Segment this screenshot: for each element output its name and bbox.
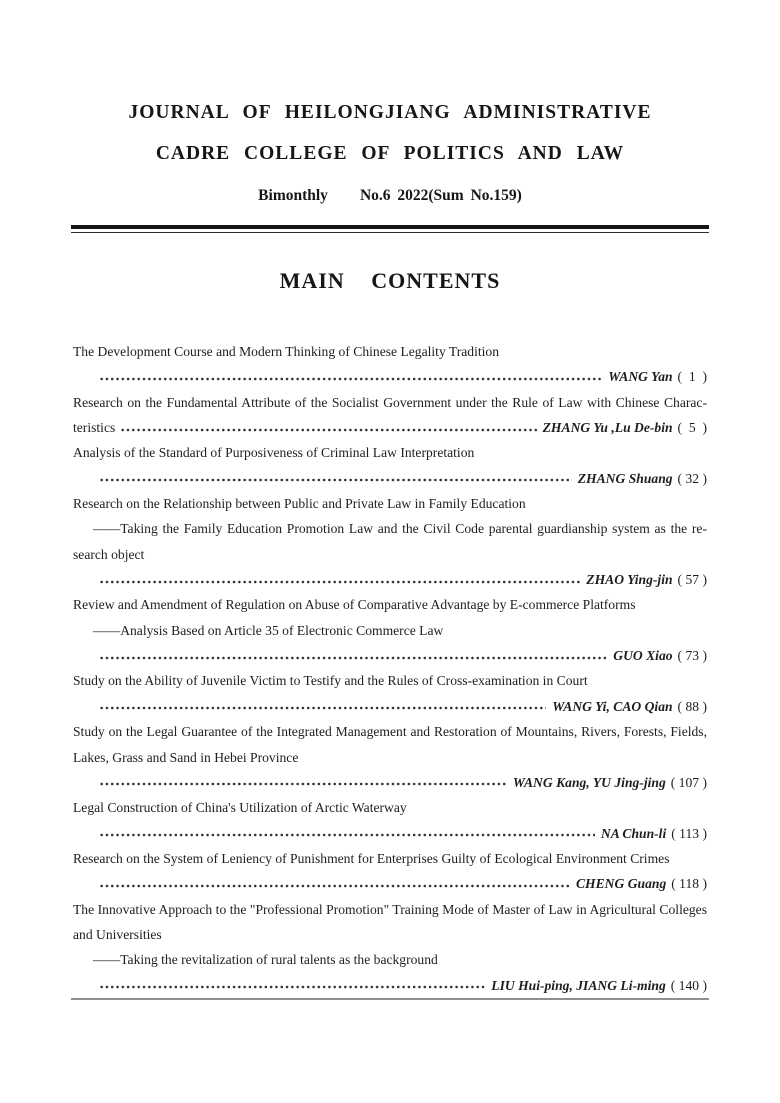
issue-frequency: Bimonthly [258,187,328,204]
dot-leader [99,973,485,998]
leader-indent [73,364,99,389]
entry-page-number: ( 73 ) [677,648,707,664]
entry-leader-row [73,415,707,440]
entry-page-number: ( 140 ) [670,977,707,993]
leader-indent [73,871,99,896]
entry-authors: WANG Yan [608,369,673,385]
entry-authors: WANG Yi, CAO Qian [552,698,673,714]
toc-entry [73,897,707,998]
entry-authors: ZHAO Ying-jin [586,572,673,588]
entry-title-line: Review and Amendment of Regulation on Abuse of Comparative Advantage by E-commerce Platforms [73,597,636,613]
journal-title-line1: JOURNAL OF HEILONGJIANG ADMINISTRATIVE [128,102,652,123]
entry-title-line: Legal Construction of China's Utilization of Arctic Waterway [73,800,407,816]
dot-leader [99,821,595,846]
entry-authors: ZHANG Shuang [577,470,673,486]
toc-entry [73,795,707,846]
toc-entry [73,592,707,668]
entry-page-number: ( 88 ) [677,698,707,714]
entry-title-line: Study on the Ability of Juvenile Victim to Testify and the Rules of Cross-examination in Court [73,673,588,689]
entry-authors: NA Chun-li [600,825,667,841]
entry-page-number: ( 113 ) [671,825,707,841]
entry-authors: ZHANG Yu ,Lu De-bin [542,420,673,436]
toc-entry [73,846,707,897]
entry-title-continuation: teristics [73,420,116,436]
entry-title-line: Lakes, Grass and Sand in Hebei Province [73,749,299,765]
entry-subtitle-line: ——Taking the Family Education Promotion Law and the Civil Code parental guardianship system as the re- [93,521,707,537]
leader-indent [73,643,99,668]
toc-entry [73,491,707,592]
entry-title-line: Research on the Relationship between Public and Private Law in Family Education [73,496,526,512]
entry-leader-row [73,973,707,998]
entry-leader-row [73,770,707,795]
entry-title-line: Analysis of the Standard of Purposiveness of Criminal Law Interpretation [73,445,475,461]
toc-entry [73,440,707,491]
entry-page-number: ( 57 ) [677,572,707,588]
entry-leader-row [73,694,707,719]
entry-authors: LIU Hui-ping, JIANG Li-ming [491,977,666,993]
toc-list [73,339,707,998]
toc-entry [73,390,707,441]
leader-indent [73,694,99,719]
entry-page-number: ( 32 ) [677,470,707,486]
double-rule-thick [71,225,709,229]
entry-leader-row [73,871,707,896]
leader-indent [73,567,99,592]
dot-leader [99,770,507,795]
double-rule [71,225,709,233]
entry-title-line: Research on the Fundamental Attribute of the Socialist Government under the Rule of Law with Chinese Charac- [73,394,707,410]
entry-page-number: ( 1 ) [677,369,707,385]
entry-page-number: ( 5 ) [677,420,707,436]
issue-line [0,187,780,205]
entry-authors: CHENG Guang [575,876,667,892]
bottom-rule [71,998,709,1000]
leader-indent [73,466,99,491]
double-rule-thin [71,232,709,234]
entry-authors: GUO Xiao [613,648,673,664]
entry-subtitle-line: ——Analysis Based on Article 35 of Electronic Commerce Law [93,622,444,638]
entry-title-line: Study on the Legal Guarantee of the Integrated Management and Restoration of Mountains, Rivers, Forests, Fields, [73,724,707,740]
journal-header [0,92,780,174]
entry-title-line: and Universities [73,926,162,942]
toc-entry [73,339,707,390]
dot-leader [99,643,607,668]
leader-indent [73,821,99,846]
toc-entry [73,668,707,719]
entry-leader-row [73,821,707,846]
dot-leader [99,871,570,896]
contents-heading: MAIN CONTENTS [279,268,501,293]
entry-leader-row [73,567,707,592]
entry-title-line: The Innovative Approach to the "Professional Promotion" Training Mode of Master of Law in Agricultural Colleges [73,901,707,917]
entry-page-number: ( 118 ) [671,876,707,892]
dot-leader [99,364,602,389]
issue-number: No.6 2022(Sum No.159) [359,187,522,204]
entry-page-number: ( 107 ) [670,774,707,790]
dot-leader [120,415,536,440]
leader-indent [73,973,99,998]
entry-title-line: Research on the System of Leniency of Punishment for Enterprises Guilty of Ecological Environment Crimes [73,850,670,866]
leader-indent [73,770,99,795]
entry-subtitle-line: ——Taking the revitalization of rural talents as the background [93,952,438,968]
entry-title-line: The Development Course and Modern Thinking of Chinese Legality Tradition [73,344,499,359]
entry-leader-row [73,466,707,491]
dot-leader [99,466,572,491]
entry-title-line: search object [73,546,145,562]
dot-leader [99,567,580,592]
journal-title-line2: CADRE COLLEGE OF POLITICS AND LAW [155,143,625,164]
dot-leader [99,694,546,719]
entry-authors: WANG Kang, YU Jing-jing [512,774,666,790]
entry-leader-row [73,643,707,668]
entry-leader-row [73,364,707,389]
toc-entry [73,719,707,795]
